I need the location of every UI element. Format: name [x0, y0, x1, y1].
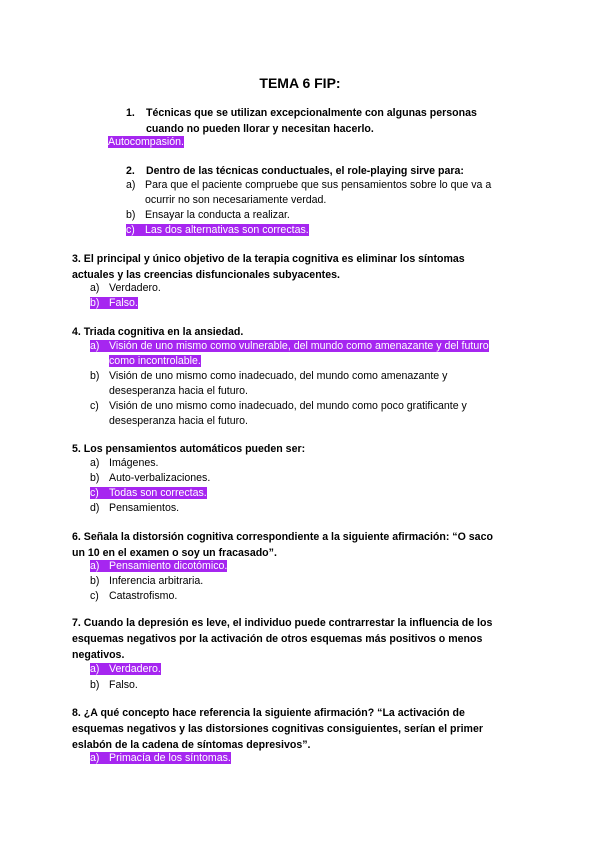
option-label: a) — [90, 457, 100, 469]
option-text: Catastrofismo. — [109, 590, 178, 602]
option-text: Verdadero. — [109, 282, 161, 294]
option-text: Falso. — [109, 297, 138, 309]
question-7 — [72, 615, 492, 663]
option-text: Todas son correctas. — [109, 487, 207, 499]
question-7-line3: negativos. — [72, 649, 125, 661]
option-text: Ensayar la conducta a realizar. — [145, 209, 290, 221]
question-4-option-b — [90, 369, 447, 399]
option-text: Pensamientos. — [109, 502, 180, 514]
question-7-option-a — [90, 662, 161, 677]
option-label: a) — [126, 179, 136, 191]
question-4-option-a — [90, 339, 489, 369]
question-8-option-a — [90, 751, 231, 766]
question-4 — [72, 324, 243, 340]
option-label: c) — [126, 224, 135, 236]
option-label: a) — [90, 663, 100, 675]
question-3-line2: actuales y las creencias disfuncionales subyacentes. — [72, 269, 340, 281]
question-8-line2: esquemas negativos y las distorsiones cognitivas consiguientes, serían el primer — [72, 723, 483, 735]
option-text: Pensamiento dicotómico. — [109, 560, 228, 572]
question-3-option-b — [90, 296, 138, 311]
question-8 — [72, 705, 483, 753]
question-2-option-b — [126, 208, 290, 223]
option-text-line2: desesperanza hacia el futuro. — [109, 415, 248, 427]
option-label: b) — [90, 679, 100, 691]
option-text: Verdadero. — [109, 663, 161, 675]
option-label: c) — [90, 487, 99, 499]
question-7-line2: esquemas negativos por la activación de otros esquemas más positivos o menos — [72, 633, 483, 645]
option-text: Visión de uno mismo como inadecuado, del mundo como poco gratificante y — [109, 400, 467, 412]
question-7-option-b — [90, 678, 138, 693]
question-5-line1: 5. Los pensamientos automáticos pueden ser: — [72, 443, 306, 455]
option-label: a) — [90, 560, 100, 572]
question-5-option-a — [90, 456, 158, 471]
question-3-option-a — [90, 281, 161, 296]
option-label: c) — [90, 400, 99, 412]
question-5-option-d — [90, 501, 179, 516]
option-label: d) — [90, 502, 100, 514]
question-6-option-b — [90, 574, 203, 589]
option-label: b) — [126, 209, 136, 221]
option-label: c) — [90, 590, 99, 602]
option-text: Visión de uno mismo como inadecuado, del mundo como amenazante y — [109, 370, 448, 382]
question-3 — [72, 251, 465, 283]
question-6-option-a — [90, 559, 227, 574]
question-8-line1: 8. ¿A qué concepto hace referencia la siguiente afirmación? “La activación de — [72, 707, 465, 719]
question-1-answer-text: Autocompasión. — [108, 136, 184, 148]
option-text-line2: ocurrir no son necesariamente verdad. — [145, 194, 327, 206]
option-label: a) — [90, 340, 100, 352]
question-5 — [72, 441, 305, 457]
option-label: b) — [90, 575, 100, 587]
question-1-line1: Técnicas que se utilizan excepcionalmente con algunas personas — [146, 107, 477, 119]
question-6-line2: un 10 en el examen o soy un fracasado”. — [72, 547, 277, 559]
option-label: b) — [90, 472, 100, 484]
question-8-line3: eslabón de la cadena de síntomas depresivos”. — [72, 739, 311, 751]
option-text: Las dos alternativas son correctas. — [145, 224, 309, 236]
option-label: a) — [90, 752, 100, 764]
option-text-line2: como incontrolable. — [109, 355, 201, 367]
option-text-line2: desesperanza hacia el futuro. — [109, 385, 248, 397]
question-2-option-a — [126, 178, 491, 208]
question-6-line1: 6. Señala la distorsión cognitiva correspondiente a la siguiente afirmación: “O saco — [72, 531, 493, 543]
question-5-option-c — [90, 486, 207, 501]
option-text: Imágenes. — [109, 457, 159, 469]
option-text: Inferencia arbitraria. — [109, 575, 204, 587]
option-label: b) — [90, 370, 100, 382]
question-5-option-b — [90, 471, 210, 486]
question-4-option-c — [90, 399, 467, 429]
option-text: Primacía de los síntomas. — [109, 752, 231, 764]
question-6-option-c — [90, 589, 177, 604]
option-label: a) — [90, 282, 100, 294]
option-text: Auto-verbalizaciones. — [109, 472, 211, 484]
question-1 — [126, 105, 477, 137]
question-2 — [126, 163, 464, 179]
option-text: Falso. — [109, 679, 138, 691]
question-3-line1: 3. El principal y único objetivo de la terapia cognitiva es eliminar los síntomas — [72, 253, 465, 265]
question-2-text: Dentro de las técnicas conductuales, el role-playing sirve para: — [146, 165, 464, 177]
question-1-line2: cuando no pueden llorar y necesitan hacerlo. — [146, 123, 374, 135]
question-7-line1: 7. Cuando la depresión es leve, el individuo puede contrarrestar la influencia de los — [72, 617, 493, 629]
question-4-line1: 4. Triada cognitiva en la ansiedad. — [72, 326, 244, 338]
question-2-option-c — [126, 223, 309, 238]
question-1-number: 1. — [126, 107, 135, 119]
option-label: b) — [90, 297, 100, 309]
question-6 — [72, 529, 493, 561]
question-2-number: 2. — [126, 165, 135, 177]
question-1-answer — [108, 135, 184, 150]
option-text: Visión de uno mismo como vulnerable, del mundo como amenazante y del futuro — [109, 340, 489, 352]
option-text: Para que el paciente compruebe que sus pensamientos sobre lo que va a — [145, 179, 492, 191]
document-title: TEMA 6 FIP: — [259, 75, 341, 91]
